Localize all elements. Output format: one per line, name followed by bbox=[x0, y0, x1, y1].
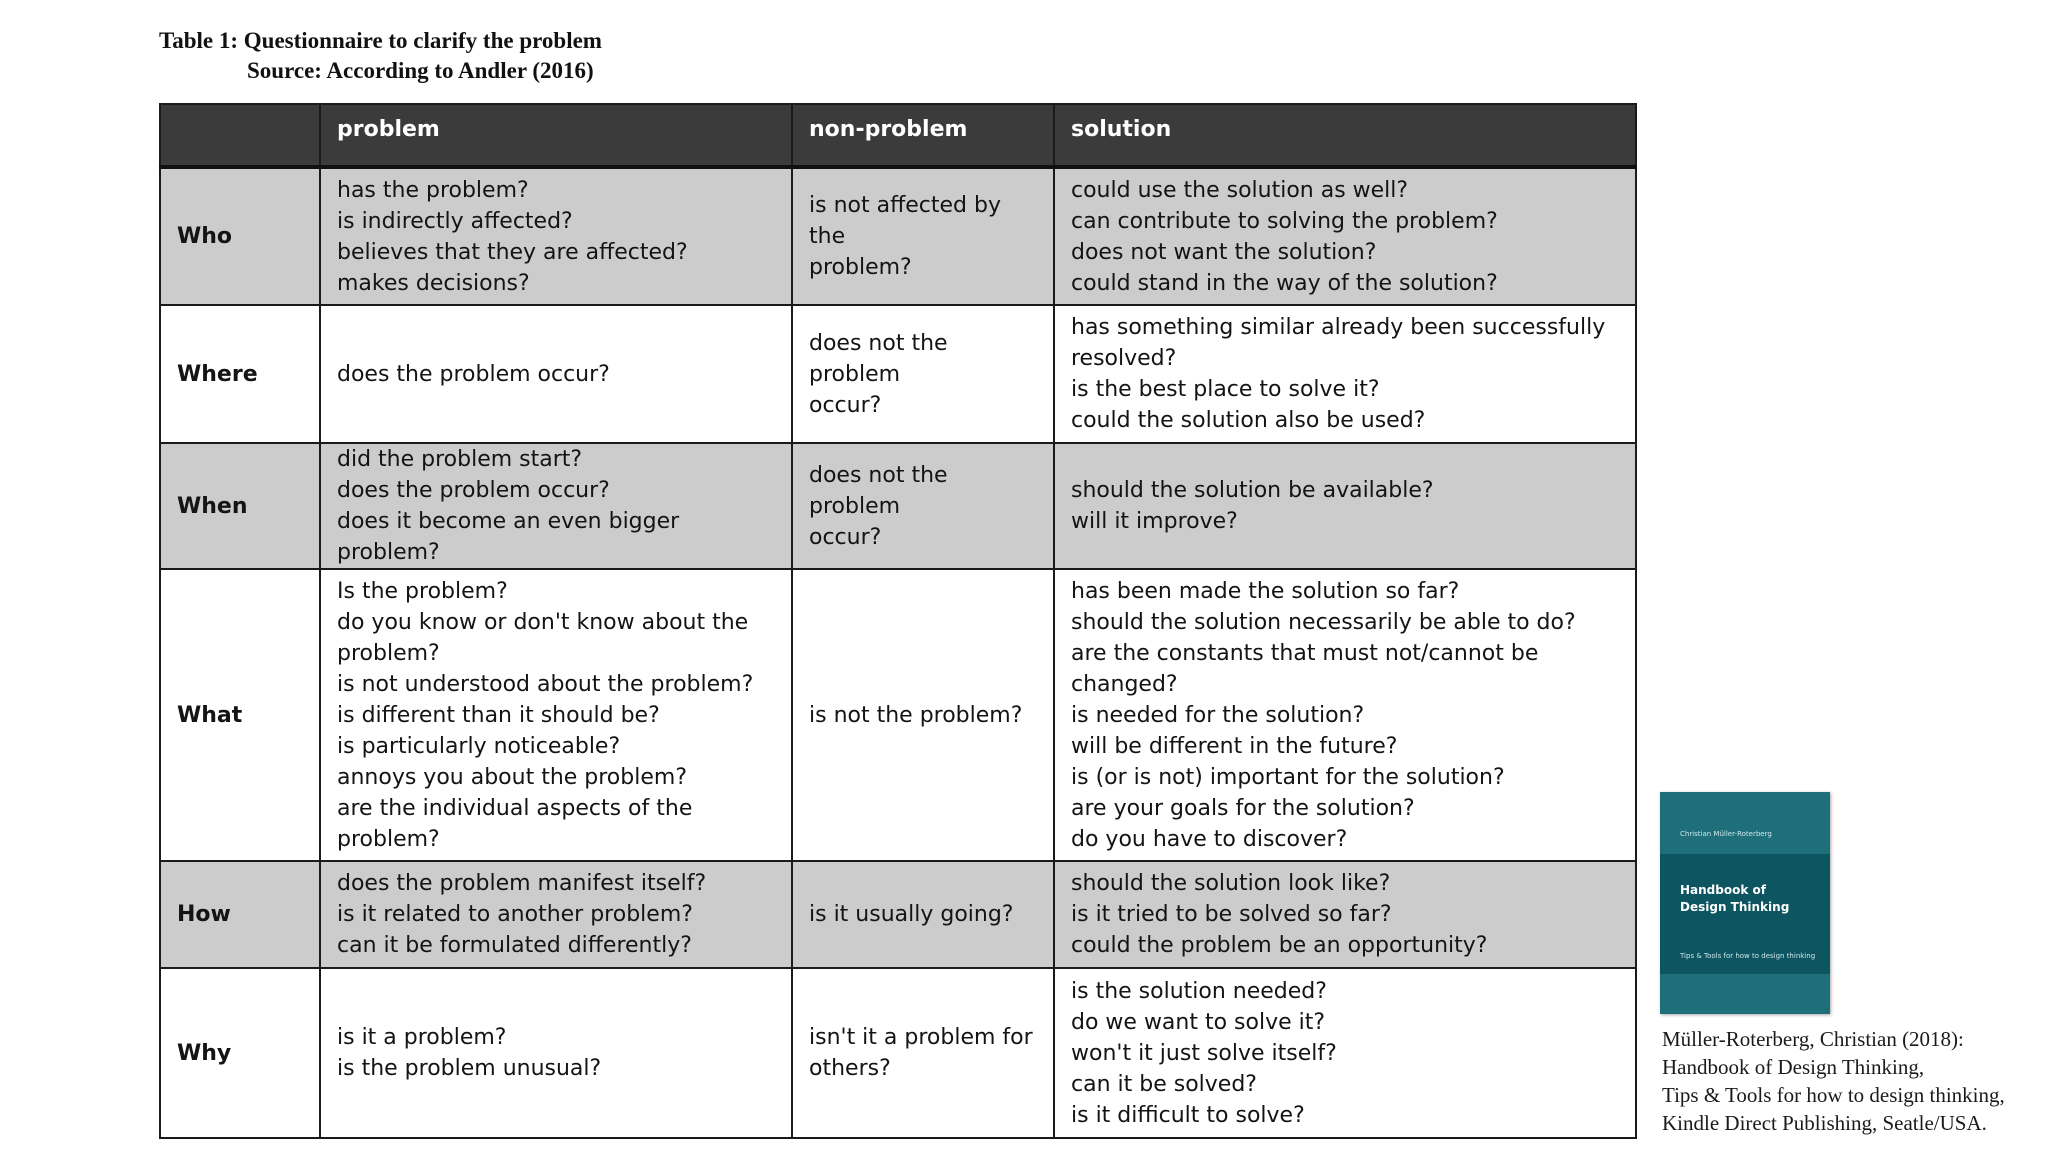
table-row bbox=[160, 861, 1636, 968]
book-reference bbox=[1662, 1025, 2005, 1137]
cell-line: Is the problem? bbox=[337, 578, 508, 604]
cell-line: can it be formulated differently? bbox=[337, 933, 692, 958]
cell-line: do we want to solve it? bbox=[1071, 1009, 1326, 1035]
table-caption bbox=[159, 26, 602, 86]
cell-line: is different than it should be? bbox=[337, 702, 660, 728]
cell-line: resolved? bbox=[1071, 346, 1177, 371]
cell-line: does the problem occur? bbox=[337, 361, 610, 387]
cell-line: are your goals for the solution? bbox=[1071, 795, 1415, 821]
cell-line: is the solution needed? bbox=[1071, 978, 1327, 1004]
cell-line: believes that they are affected? bbox=[337, 239, 688, 265]
caption-source: Source: According to Andler (2016) bbox=[247, 58, 594, 83]
cell-line: is not affected by the bbox=[809, 193, 1001, 249]
header-non-problem: non-problem bbox=[792, 104, 1054, 167]
cell-line: has something similar already been successfully bbox=[1071, 315, 1606, 340]
table-row bbox=[160, 569, 1636, 861]
cell-line: is it tried to be solved so far? bbox=[1071, 902, 1392, 927]
caption-colon-title bbox=[230, 28, 602, 53]
problem-cell bbox=[320, 968, 792, 1138]
cell-line: is the best place to solve it? bbox=[1071, 377, 1380, 402]
solution-cell bbox=[1054, 569, 1636, 861]
problem-cell bbox=[320, 443, 792, 569]
cell-line: did the problem start? bbox=[337, 447, 583, 472]
caption-table-label: Table 1 bbox=[159, 28, 231, 53]
cell-line: could stand in the way of the solution? bbox=[1071, 270, 1498, 296]
cell-line: occur? bbox=[809, 392, 882, 418]
cell-line: does the problem manifest itself? bbox=[337, 871, 707, 896]
cell-line: will be different in the future? bbox=[1071, 733, 1398, 759]
cell-line: makes decisions? bbox=[337, 270, 530, 296]
cell-line: is it difficult to solve? bbox=[1071, 1102, 1305, 1128]
cell-line: is it usually going? bbox=[809, 902, 1014, 927]
cell-line: has been made the solution so far? bbox=[1071, 578, 1460, 604]
caption-title: : Questionnaire to clarify the problem bbox=[230, 28, 602, 53]
book-cover-title bbox=[1680, 882, 1789, 916]
cell-line: should the solution be available? bbox=[1071, 478, 1434, 503]
cell-line: won't it just solve itself? bbox=[1071, 1040, 1337, 1066]
cell-line: is indirectly affected? bbox=[337, 208, 573, 234]
cell-line: problem? bbox=[337, 826, 440, 852]
solution-cell bbox=[1054, 861, 1636, 968]
reference-line: Handbook of Design Thinking, bbox=[1662, 1055, 1925, 1079]
non-problem-cell bbox=[792, 968, 1054, 1138]
solution-cell bbox=[1054, 167, 1636, 305]
cell-line: is not understood about the problem? bbox=[337, 671, 754, 697]
header-solution: solution bbox=[1054, 104, 1636, 167]
cell-line: do you have to discover? bbox=[1071, 826, 1348, 852]
row-label: Who bbox=[160, 167, 320, 305]
table-header-row bbox=[160, 104, 1636, 167]
questionnaire-table bbox=[159, 103, 1637, 1139]
cell-line: will it improve? bbox=[1071, 509, 1238, 534]
cell-line: is not the problem? bbox=[809, 702, 1023, 728]
non-problem-cell bbox=[792, 861, 1054, 968]
cell-line: is it related to another problem? bbox=[337, 902, 693, 927]
book-cover-image bbox=[1660, 792, 1830, 1014]
row-label: Where bbox=[160, 305, 320, 443]
caption-title-line bbox=[159, 26, 602, 56]
problem-cell bbox=[320, 569, 792, 861]
cell-line: do you know or don't know about the bbox=[337, 609, 749, 635]
row-label: What bbox=[160, 569, 320, 861]
cell-line: is (or is not) important for the solution? bbox=[1071, 764, 1505, 790]
header-corner bbox=[160, 104, 320, 167]
table-row bbox=[160, 968, 1636, 1138]
cell-line: should the solution necessarily be able to do? bbox=[1071, 609, 1576, 635]
cell-line: isn't it a problem for bbox=[809, 1025, 1033, 1050]
cell-line: annoys you about the problem? bbox=[337, 764, 687, 790]
row-label: How bbox=[160, 861, 320, 968]
header-problem: problem bbox=[320, 104, 792, 167]
cell-line: does not the problem bbox=[809, 330, 948, 387]
solution-cell bbox=[1054, 968, 1636, 1138]
row-label: Why bbox=[160, 968, 320, 1138]
non-problem-cell bbox=[792, 305, 1054, 443]
cell-line: is particularly noticeable? bbox=[337, 733, 621, 759]
reference-line: Tips & Tools for how to design thinking, bbox=[1662, 1083, 2005, 1107]
cell-line: does the problem occur? bbox=[337, 478, 610, 503]
cell-line: could use the solution as well? bbox=[1071, 177, 1409, 203]
cell-line: could the problem be an opportunity? bbox=[1071, 933, 1488, 958]
reference-line: Kindle Direct Publishing, Seatle/USA. bbox=[1662, 1111, 1987, 1135]
cell-line: does it become an even bigger problem? bbox=[337, 509, 680, 565]
problem-cell bbox=[320, 861, 792, 968]
cell-line: problem? bbox=[809, 255, 912, 280]
table-row bbox=[160, 167, 1636, 305]
cell-line: are the constants that must not/cannot be changed? bbox=[1071, 640, 1539, 697]
reference-line: Müller-Roterberg, Christian (2018): bbox=[1662, 1027, 1964, 1051]
cell-line: is it a problem? bbox=[337, 1025, 507, 1050]
book-cover-author: Christian Müller-Roterberg bbox=[1680, 830, 1772, 838]
book-cover-title-line: Design Thinking bbox=[1680, 900, 1790, 914]
non-problem-cell bbox=[792, 443, 1054, 569]
non-problem-cell bbox=[792, 569, 1054, 861]
cell-line: has the problem? bbox=[337, 177, 529, 203]
row-label: When bbox=[160, 443, 320, 569]
cell-line: others? bbox=[809, 1056, 891, 1081]
table-body bbox=[160, 167, 1636, 1138]
cell-line: can it be solved? bbox=[1071, 1071, 1257, 1097]
cell-line: problem? bbox=[337, 640, 440, 666]
book-cover-subtitle: Tips & Tools for how to design thinking bbox=[1680, 952, 1816, 960]
table-row bbox=[160, 443, 1636, 569]
cell-line: does not want the solution? bbox=[1071, 239, 1377, 265]
book-cover-title-line: Handbook of bbox=[1680, 883, 1766, 897]
solution-cell bbox=[1054, 443, 1636, 569]
cell-line: is the problem unusual? bbox=[337, 1056, 602, 1081]
table-row bbox=[160, 305, 1636, 443]
cell-line: does not the problem bbox=[809, 462, 948, 519]
problem-cell bbox=[320, 167, 792, 305]
solution-cell bbox=[1054, 305, 1636, 443]
cell-line: should the solution look like? bbox=[1071, 871, 1391, 896]
cell-line: is needed for the solution? bbox=[1071, 702, 1365, 728]
problem-cell bbox=[320, 305, 792, 443]
cell-line: can contribute to solving the problem? bbox=[1071, 208, 1498, 234]
cell-line: are the individual aspects of the bbox=[337, 795, 693, 821]
non-problem-cell bbox=[792, 167, 1054, 305]
cell-line: occur? bbox=[809, 524, 882, 550]
cell-line: could the solution also be used? bbox=[1071, 408, 1426, 433]
